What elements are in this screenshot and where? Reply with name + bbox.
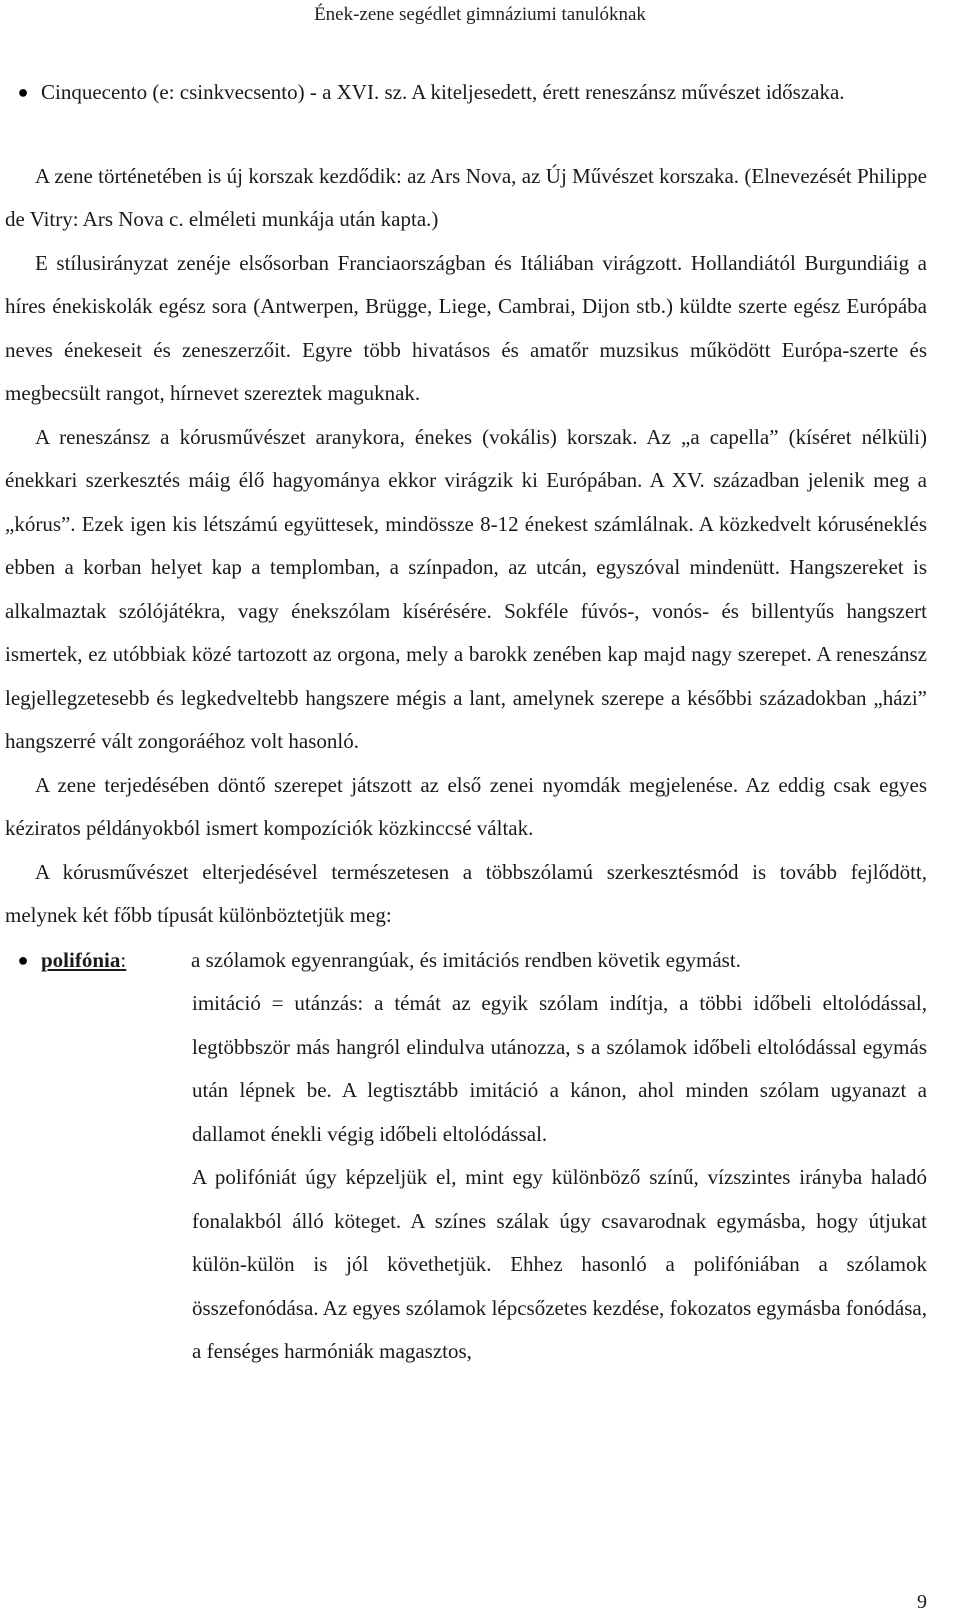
- paragraph-choir: A kórusművészet elterjedésével természetesen a többszólamú szerkesztésmód is tovább fejlődött, melynek két főbb típusát különböztetjük meg:: [5, 859, 927, 927]
- paragraph-polifonia-desc: A polifóniát úgy képzeljük el, mint egy különböző színű, vízszintes irányba haladó fonalakból álló köteget. A színes szálak úgy csavarodnak egymásba, hogy útjukat külön-külön is jól követhetjük. Ehhez hasonló a polifóniában a szólamok összefonódása. Az egyes szólamok lépcsőzetes kezdése, fokozatos egymásba fonódása, a fenséges harmóniák magasztos,: [192, 1165, 927, 1363]
- paragraph-ars-nova: A zene történetében is új korszak kezdődik: az Ars Nova, az Új Művészet korszaka. (Elnevezését Philippe de Vitry: Ars Nova c. elméleti munkája után kapta.): [5, 163, 927, 231]
- definition-polifonia: [5, 939, 927, 983]
- term-polifonia: polifónia:: [41, 947, 127, 972]
- bullet-icon: ●: [17, 82, 29, 102]
- bullet-text: Cinquecento (e: csinkvecsento) - a XVI. sz. A kiteljesedett, érett reneszánsz művészet időszaka.: [41, 80, 845, 104]
- paragraph-print: A zene terjedésében döntő szerepet játszott az első zenei nyomdák megjelenése. Az eddig csak egyes kéziratos példányokból ismert kompozíciók közkinccsé váltak.: [5, 772, 927, 840]
- page-number: 9: [917, 1591, 927, 1613]
- paragraph-imitacio: imitáció = utánzás: a témát az egyik szólam indítja, a többi időbeli eltolódással, legtöbbször más hangról elindulva utánozza, s a szólamok időbeli eltolódással egymás után lépnek be. A legtisztább imitáció a kánon, ahol minden szólam ugyanazt a dallamot énekli végig időbeli eltolódással.: [192, 991, 927, 1146]
- definition-text: a szólamok egyenrangúak, és imitációs rendben követik egymást.: [191, 947, 741, 972]
- bullet-icon: ●: [17, 949, 29, 970]
- paragraph-style: E stílusirányzat zenéje elsősorban Franciaországban és Itáliában virágzott. Hollandiától Burgundiáig a híres énekiskolák egész sora (Antwerpen, Brügge, Liege, Cambrai, Dijon stb.) küldte szerte egész Európába neves énekeseit és zeneszerzőit. Egyre több hivatásos és amatőr muzsikus működött Európa-szerte és megbecsült rangot, hírnevet szereztek maguknak.: [5, 250, 927, 405]
- paragraph-renaissance: A reneszánsz a kórusművészet aranykora, énekes (vokális) korszak. Az „a capella” (kíséret nélküli) énekkari szerkesztés máig élő hagyománya ekkor virágzik ki Európában. A XV. században jelenik meg a „kórus”. Ezek igen kis létszámú együttesek, mindössze 8-12 énekest számlálnak. A közkedvelt kóruséneklés ebben a korban helyet kap a templomban, a színpadon, az utcán, egyszóval mindenütt. Hangszereket is alkalmaztak szólójátékra, vagy énekszólam kísérésére. Sokféle fúvós-, vonós- és billentyűs hangszert ismertek, ez utóbbiak közé tartozott az orgona, mely a barokk zenében kap majd nagy szerepet. A reneszánsz legjellegzetesebb és legkedveltebb hangszere mégis a lant, amelynek szerepe a későbbi századokban „házi” hangszerré vált zongoráéhoz volt hasonló.: [5, 424, 927, 753]
- bullet-item-cinquecento: [5, 71, 927, 115]
- document-body: [5, 71, 927, 1374]
- page-header: Ének-zene segédlet gimnáziumi tanulóknak: [314, 4, 646, 25]
